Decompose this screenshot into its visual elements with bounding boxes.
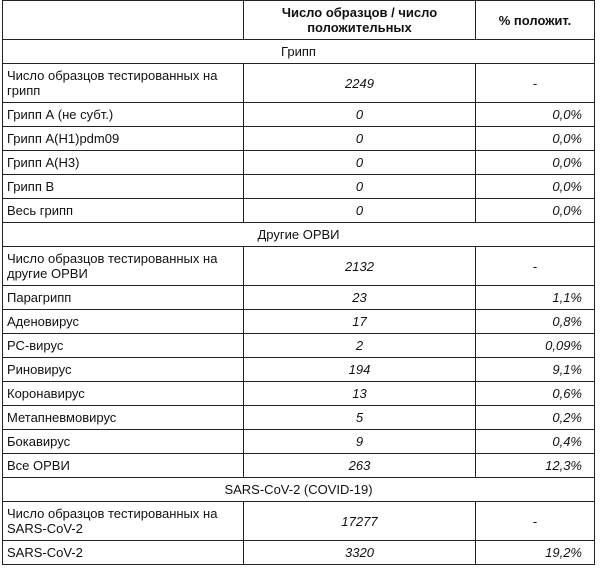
- row-label: Грипп A(H3): [3, 151, 244, 175]
- row-label: Парагрипп: [3, 286, 244, 310]
- row-label: SARS-CoV-2: [3, 541, 244, 565]
- row-pct: 12,3%: [476, 454, 595, 478]
- row-count: 5: [244, 406, 476, 430]
- row-label: Метапневмовирус: [3, 406, 244, 430]
- row-pct: 9,1%: [476, 358, 595, 382]
- section-title: Грипп: [3, 40, 595, 64]
- row-label: Все ОРВИ: [3, 454, 244, 478]
- row-count: 23: [244, 286, 476, 310]
- table-row: [3, 541, 595, 565]
- table-row: [3, 127, 595, 151]
- row-count: 3320: [244, 541, 476, 565]
- row-pct: 0,8%: [476, 310, 595, 334]
- row-label: Грипп А (не субт.): [3, 103, 244, 127]
- section-title: SARS-CoV-2 (COVID-19): [3, 478, 595, 502]
- total-row: [3, 502, 595, 541]
- header-name: [3, 1, 244, 40]
- row-count: 0: [244, 127, 476, 151]
- row-pct: 0,0%: [476, 127, 595, 151]
- row-pct: 0,0%: [476, 175, 595, 199]
- table-row: [3, 286, 595, 310]
- row-label: Число образцов тестированных на грипп: [3, 64, 244, 103]
- row-pct: 1,1%: [476, 286, 595, 310]
- row-label: Грипп A(H1)pdm09: [3, 127, 244, 151]
- row-count: 2: [244, 334, 476, 358]
- section-title: Другие ОРВИ: [3, 223, 595, 247]
- table-row: [3, 454, 595, 478]
- row-pct: -: [476, 247, 595, 286]
- row-count: 0: [244, 199, 476, 223]
- header-row: [3, 1, 595, 40]
- row-count: 0: [244, 175, 476, 199]
- row-pct: 0,0%: [476, 103, 595, 127]
- row-label: Бокавирус: [3, 430, 244, 454]
- table-row: [3, 358, 595, 382]
- row-label: Коронавирус: [3, 382, 244, 406]
- row-count: 2132: [244, 247, 476, 286]
- row-count: 0: [244, 151, 476, 175]
- row-pct: 0,6%: [476, 382, 595, 406]
- row-label: Аденовирус: [3, 310, 244, 334]
- table-row: [3, 310, 595, 334]
- table-row: [3, 199, 595, 223]
- table-row: [3, 430, 595, 454]
- total-row: [3, 64, 595, 103]
- row-label: Число образцов тестированных на SARS-CoV-2: [3, 502, 244, 541]
- row-pct: 19,2%: [476, 541, 595, 565]
- row-pct: 0,0%: [476, 151, 595, 175]
- row-label: Число образцов тестированных на другие ОРВИ: [3, 247, 244, 286]
- row-count: 9: [244, 430, 476, 454]
- total-row: [3, 247, 595, 286]
- table-row: [3, 382, 595, 406]
- row-label: Грипп В: [3, 175, 244, 199]
- table-row: [3, 151, 595, 175]
- results-table: [2, 0, 595, 565]
- row-count: 194: [244, 358, 476, 382]
- table-row: [3, 334, 595, 358]
- row-pct: 0,4%: [476, 430, 595, 454]
- row-count: 263: [244, 454, 476, 478]
- row-count: 17: [244, 310, 476, 334]
- row-label: Весь грипп: [3, 199, 244, 223]
- row-count: 13: [244, 382, 476, 406]
- header-pct: % положит.: [476, 1, 595, 40]
- row-count: 17277: [244, 502, 476, 541]
- row-pct: 0,2%: [476, 406, 595, 430]
- table-row: [3, 175, 595, 199]
- row-pct: 0,09%: [476, 334, 595, 358]
- row-pct: 0,0%: [476, 199, 595, 223]
- section-row: [3, 478, 595, 502]
- row-label: РС-вирус: [3, 334, 244, 358]
- section-row: [3, 40, 595, 64]
- section-row: [3, 223, 595, 247]
- header-count: Число образцов / число положительных: [244, 1, 476, 40]
- row-count: 0: [244, 103, 476, 127]
- row-count: 2249: [244, 64, 476, 103]
- table-row: [3, 406, 595, 430]
- row-label: Риновирус: [3, 358, 244, 382]
- row-pct: -: [476, 64, 595, 103]
- table-row: [3, 103, 595, 127]
- row-pct: -: [476, 502, 595, 541]
